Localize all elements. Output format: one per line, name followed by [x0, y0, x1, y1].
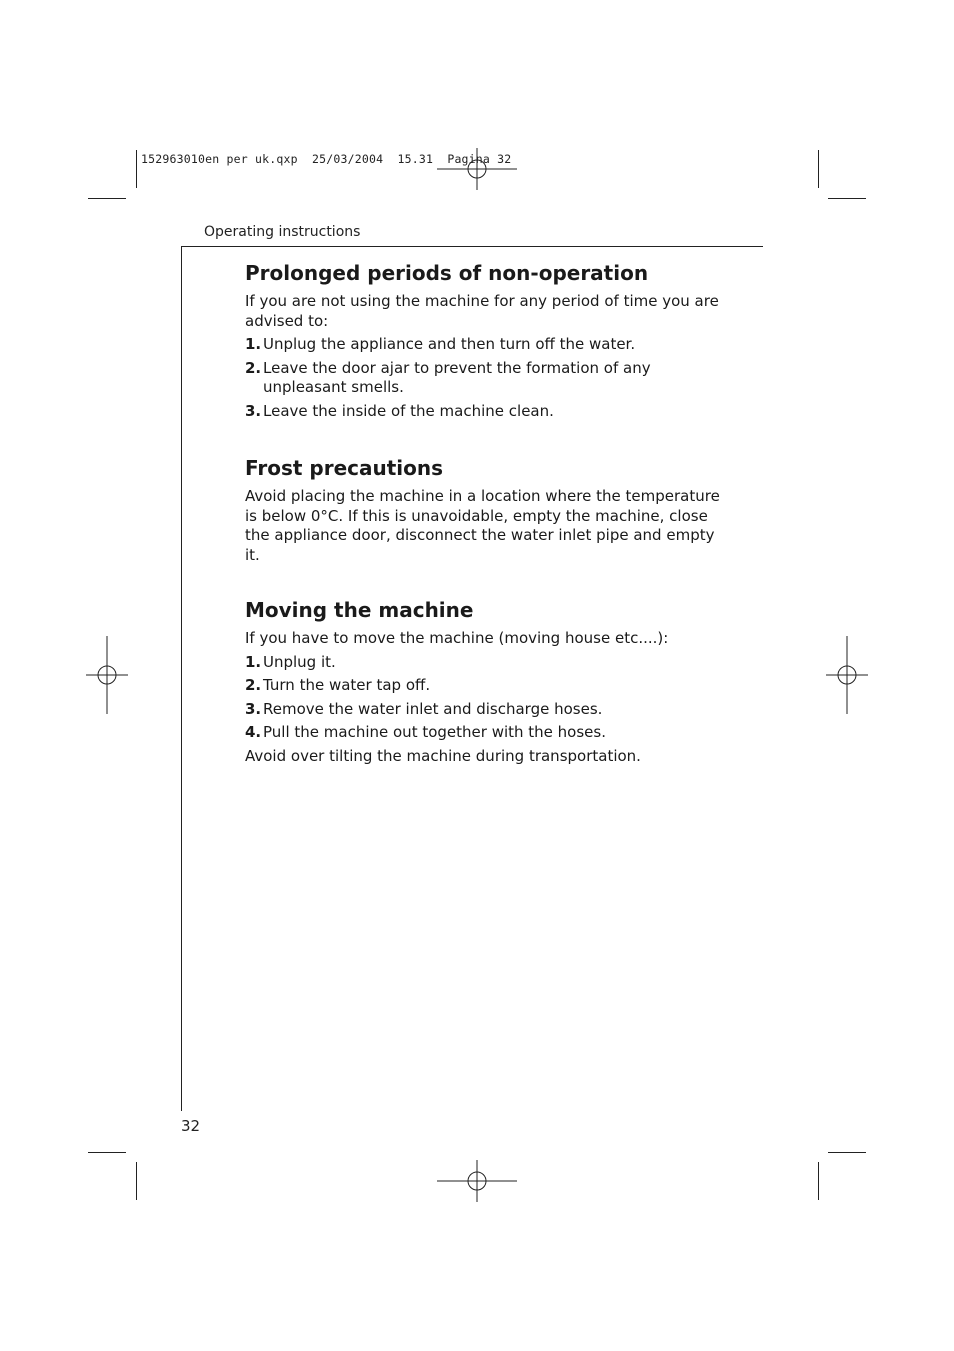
section-intro-moving: If you have to move the machine (moving house etc....):: [245, 629, 669, 647]
crop-mark-bottom-left-v: [136, 1162, 137, 1200]
print-slug: 152963010en per uk.qxp 25/03/2004 15.31 Pagina 32: [141, 152, 512, 166]
section-outro-moving: Avoid over tilting the machine during transportation.: [245, 746, 641, 765]
list-item: [245, 402, 725, 422]
step-text: Unplug it.: [263, 652, 336, 671]
section-body-frost: Avoid placing the machine in a location where the temperature is below 0°C. If this is unavoidable, empty the machine, close the appliance door, disconnect the water inlet pipe and empty it.: [245, 487, 720, 564]
list-item: [245, 723, 725, 743]
non-operation-steps: [245, 335, 725, 421]
step-number: 2.: [245, 358, 262, 377]
step-text: Turn the water tap off.: [263, 676, 431, 694]
step-text: Remove the water inlet and discharge hoses.: [263, 699, 603, 718]
section-title-frost: Frost precautions: [245, 456, 444, 480]
list-item: [245, 653, 725, 673]
section-title-moving: Moving the machine: [245, 598, 474, 622]
crop-mark-bottom-right-h: [828, 1152, 866, 1153]
list-item: [245, 676, 725, 696]
header-rule: [181, 246, 763, 247]
crop-mark-top-right-v: [818, 150, 819, 188]
step-number: 3.: [245, 699, 262, 718]
crop-mark-bottom-left-h: [88, 1152, 126, 1153]
step-number: 4.: [245, 723, 262, 741]
page-content: [245, 258, 725, 766]
step-text: Leave the door ajar to prevent the formation of any unpleasant smells.: [263, 358, 651, 396]
page-number: 32: [181, 1117, 201, 1135]
step-number: 1.: [245, 335, 262, 353]
step-text: Unplug the appliance and then turn off the water.: [263, 335, 636, 353]
section-intro-non-operation: If you are not using the machine for any period of time you are advised to:: [245, 292, 719, 330]
registration-mark-top-icon: [437, 148, 517, 190]
section-title-non-operation: Prolonged periods of non-operation: [245, 261, 649, 285]
step-number: 2.: [245, 676, 262, 694]
crop-mark-top-left-v: [136, 150, 137, 188]
crop-mark-top-left-h: [88, 198, 126, 199]
step-text: Leave the inside of the machine clean.: [263, 401, 554, 420]
step-number: 3.: [245, 401, 262, 420]
list-item: [245, 335, 725, 355]
registration-mark-right-icon: [826, 636, 868, 714]
registration-mark-bottom-icon: [437, 1160, 517, 1202]
list-item: [245, 359, 725, 398]
crop-mark-top-right-h: [828, 198, 866, 199]
list-item: [245, 700, 725, 720]
registration-mark-left-icon: [86, 636, 128, 714]
step-number: 1.: [245, 652, 262, 671]
crop-mark-bottom-right-v: [818, 1162, 819, 1200]
moving-steps: [245, 653, 725, 743]
running-header: Operating instructions: [204, 224, 361, 240]
step-text: Pull the machine out together with the hoses.: [263, 723, 606, 741]
margin-rule: [181, 246, 182, 1111]
